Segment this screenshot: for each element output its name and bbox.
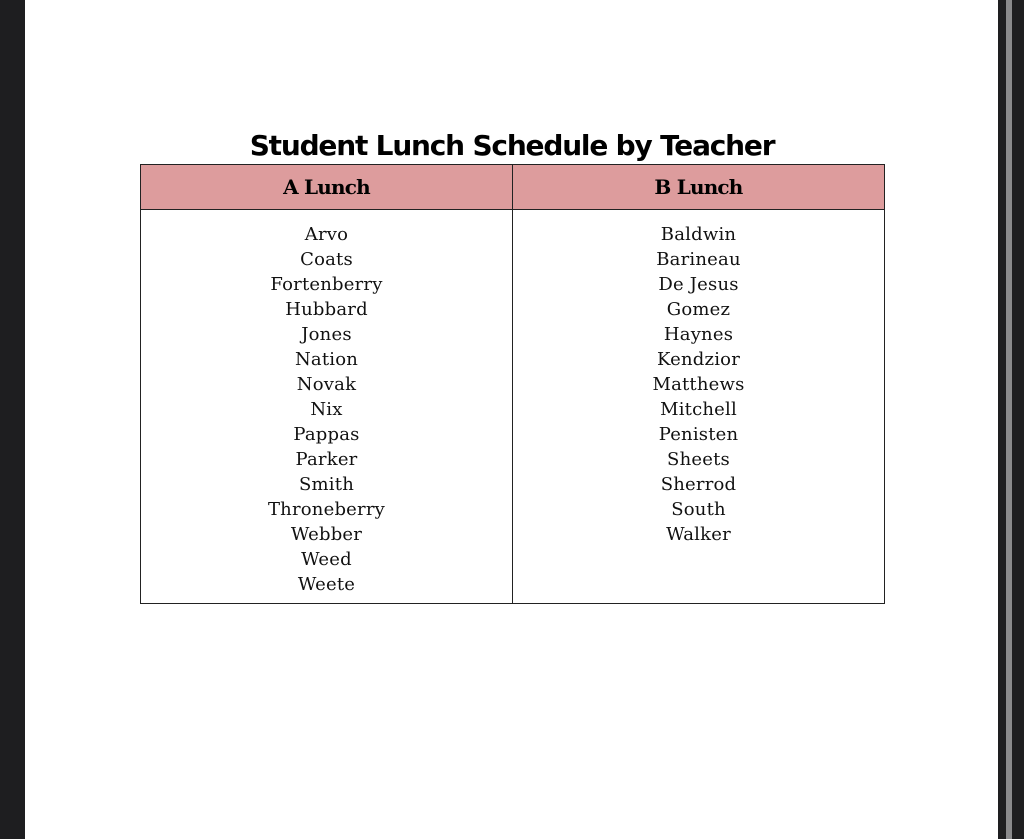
window-scroll-edge[interactable] [1006,0,1012,839]
teacher-name: Kendzior [656,349,740,370]
column-header-b-lunch: B Lunch [513,165,885,210]
teacher-name: Nix [310,399,343,420]
a-lunch-cell [141,210,513,604]
table-row [141,210,885,604]
teacher-name: Walker [666,524,731,545]
teacher-name: Mitchell [660,399,737,420]
teacher-name: Nation [294,349,359,370]
teacher-name: Weete [297,574,356,595]
document-page [25,0,998,839]
teacher-name: Matthews [652,374,745,395]
teacher-name: De Jesus [658,274,739,295]
teacher-name: Throneberry [267,499,386,520]
column-header-a-lunch: A Lunch [141,165,513,210]
teacher-name: Gomez [666,299,731,320]
teacher-name: Smith [299,474,354,495]
teacher-name: Baldwin [660,224,737,245]
teacher-name: Novak [296,374,357,395]
teacher-name: Coats [300,249,353,270]
b-lunch-teacher-list [513,222,884,547]
teacher-name: Fortenberry [270,274,383,295]
teacher-name: Parker [295,449,358,470]
teacher-name: Webber [290,524,363,545]
teacher-name: South [671,499,726,520]
lunch-schedule-table [140,164,885,604]
page-title: Student Lunch Schedule by Teacher [249,129,775,162]
teacher-name: Penisten [658,424,739,445]
teacher-name: Pappas [293,424,360,445]
teacher-name: Weed [301,549,352,570]
table-header-row [141,165,885,210]
teacher-name: Hubbard [285,299,368,320]
teacher-name: Arvo [304,224,349,245]
teacher-name: Barineau [656,249,741,270]
teacher-name: Sherrod [660,474,737,495]
b-lunch-cell [513,210,885,604]
teacher-name: Jones [301,324,352,345]
teacher-name: Sheets [667,449,730,470]
teacher-name: Haynes [663,324,734,345]
a-lunch-teacher-list [141,222,512,597]
